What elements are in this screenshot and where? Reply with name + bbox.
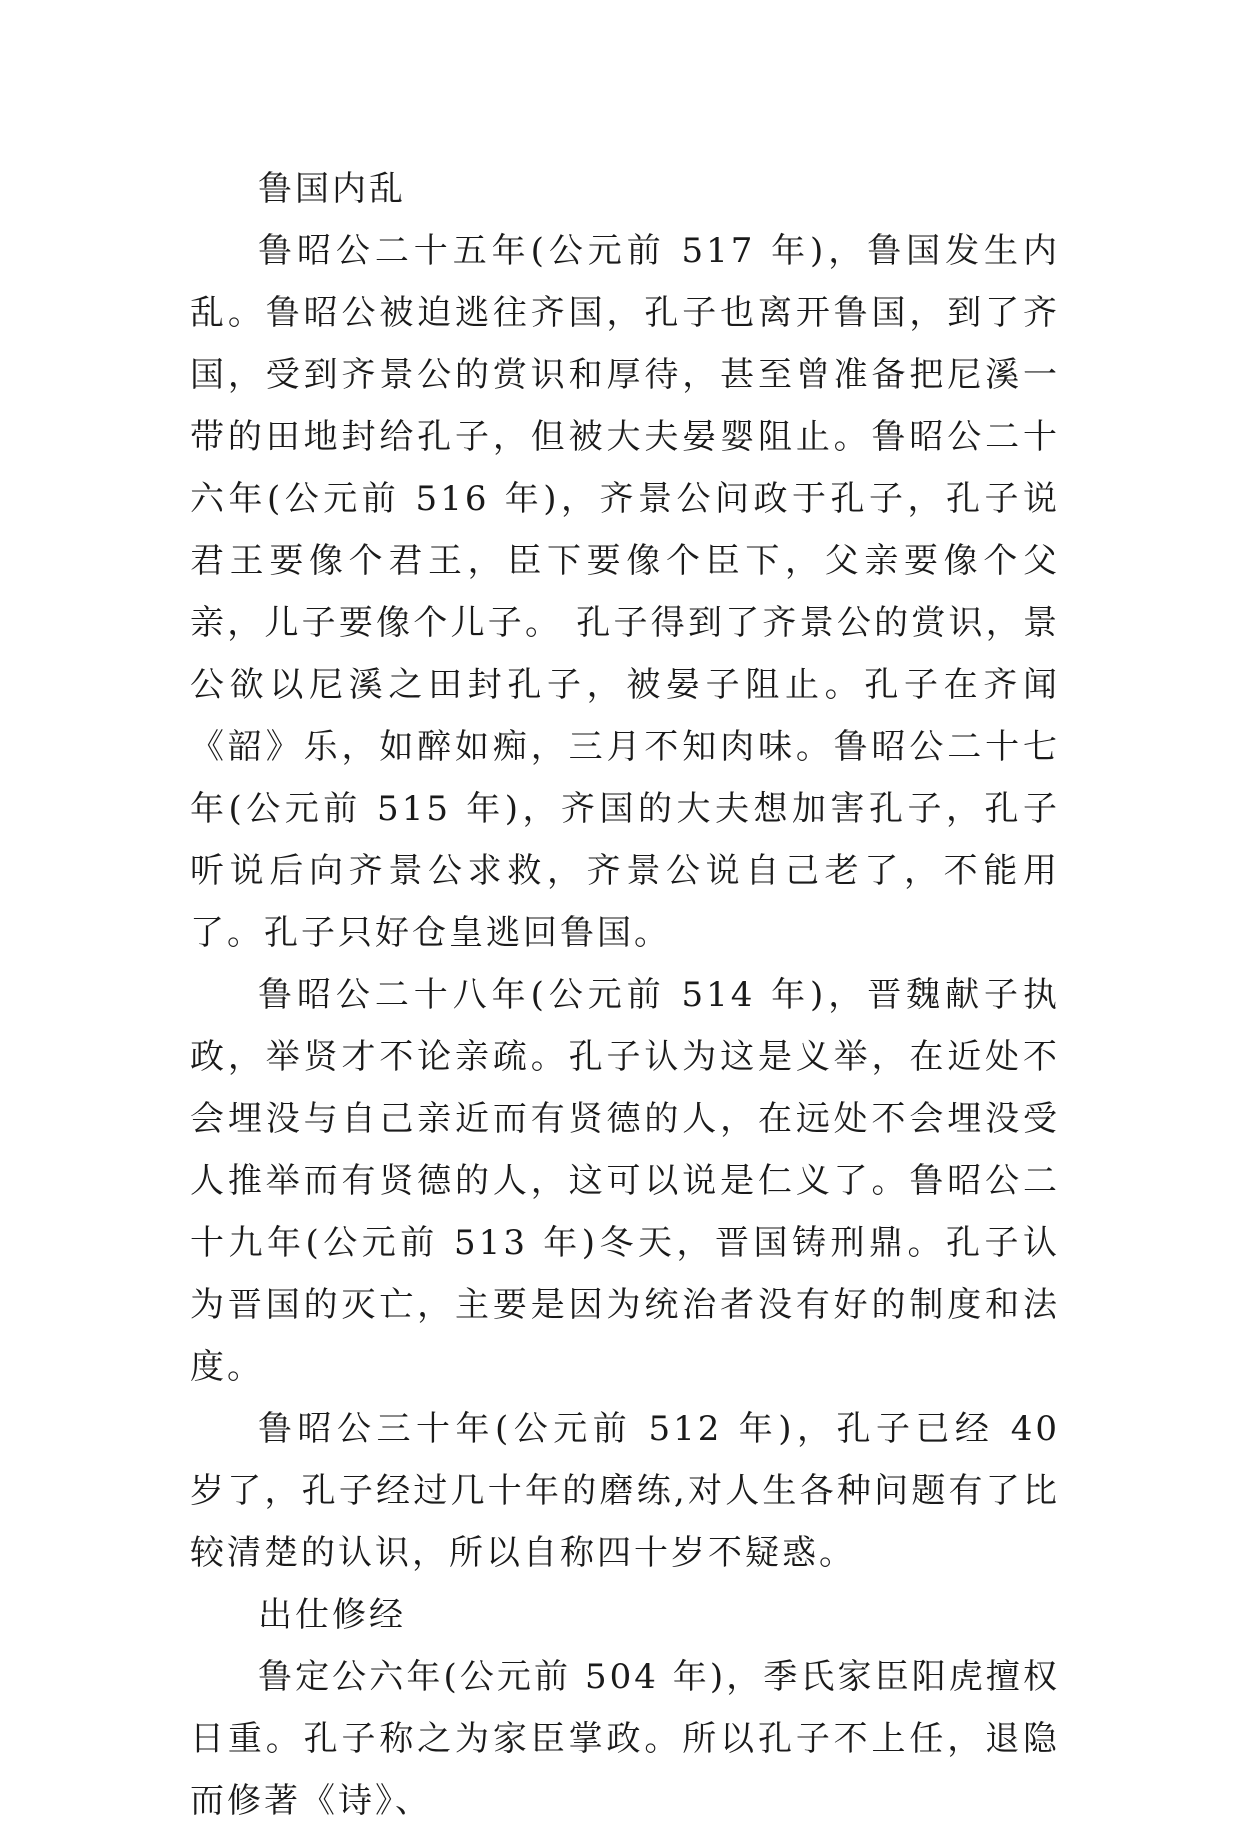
- paragraph-age-forty: 鲁昭公三十年(公元前 512 年)，孔子已经 40 岁了，孔子经过几十年的磨练,对人生各种问题有了比较清楚的认识，所以自称四十岁不疑惑。: [190, 1409, 1060, 1573]
- document-body: [190, 158, 1060, 1832]
- paragraph-lu-internal-strife: 鲁昭公二十五年(公元前 517 年)，鲁国发生内乱。鲁昭公被迫逃往齐国，孔子也离开鲁国，到了齐国，受到齐景公的赏识和厚待，甚至曾准备把尼溪一带的田地封给孔子，但被大夫晏婴阻止。鲁昭公二十六年(公元前 516 年)，齐景公问政于孔子，孔子说君王要像个君王，臣下要像个臣下，父亲要像个父亲，儿子要像个儿子。 孔子得到了齐景公的赏识，景公欲以尼溪之田封孔子，被晏子阻止。孔子在齐闻《韶》乐，如醉如痴，三月不知肉味。鲁昭公二十七年(公元前 515 年)，齐国的大夫想加害孔子，孔子听说后向齐景公求救，齐景公说自己老了，不能用了。孔子只好仓皇逃回鲁国。: [190, 231, 1060, 953]
- paragraph-yang-hu: 鲁定公六年(公元前 504 年)，季氏家臣阳虎擅权日重。孔子称之为家臣掌政。所以孔子不上任，退隐而修著《诗》、: [190, 1657, 1060, 1821]
- paragraph-wei-xianzi: 鲁昭公二十八年(公元前 514 年)，晋魏献子执政，举贤才不论亲疏。孔子认为这是义举，在近处不会埋没与自己亲近而有贤德的人，在远处不会埋没受人推举而有贤德的人，这可以说是仁义了。鲁昭公二十九年(公元前 513 年)冬天，晋国铸刑鼎。孔子认为晋国的灭亡，主要是因为统治者没有好的制度和法度。: [190, 975, 1060, 1387]
- section-heading-office-and-classics: 出仕修经: [258, 1595, 406, 1635]
- section-heading-lu-internal-strife: 鲁国内乱: [258, 169, 406, 209]
